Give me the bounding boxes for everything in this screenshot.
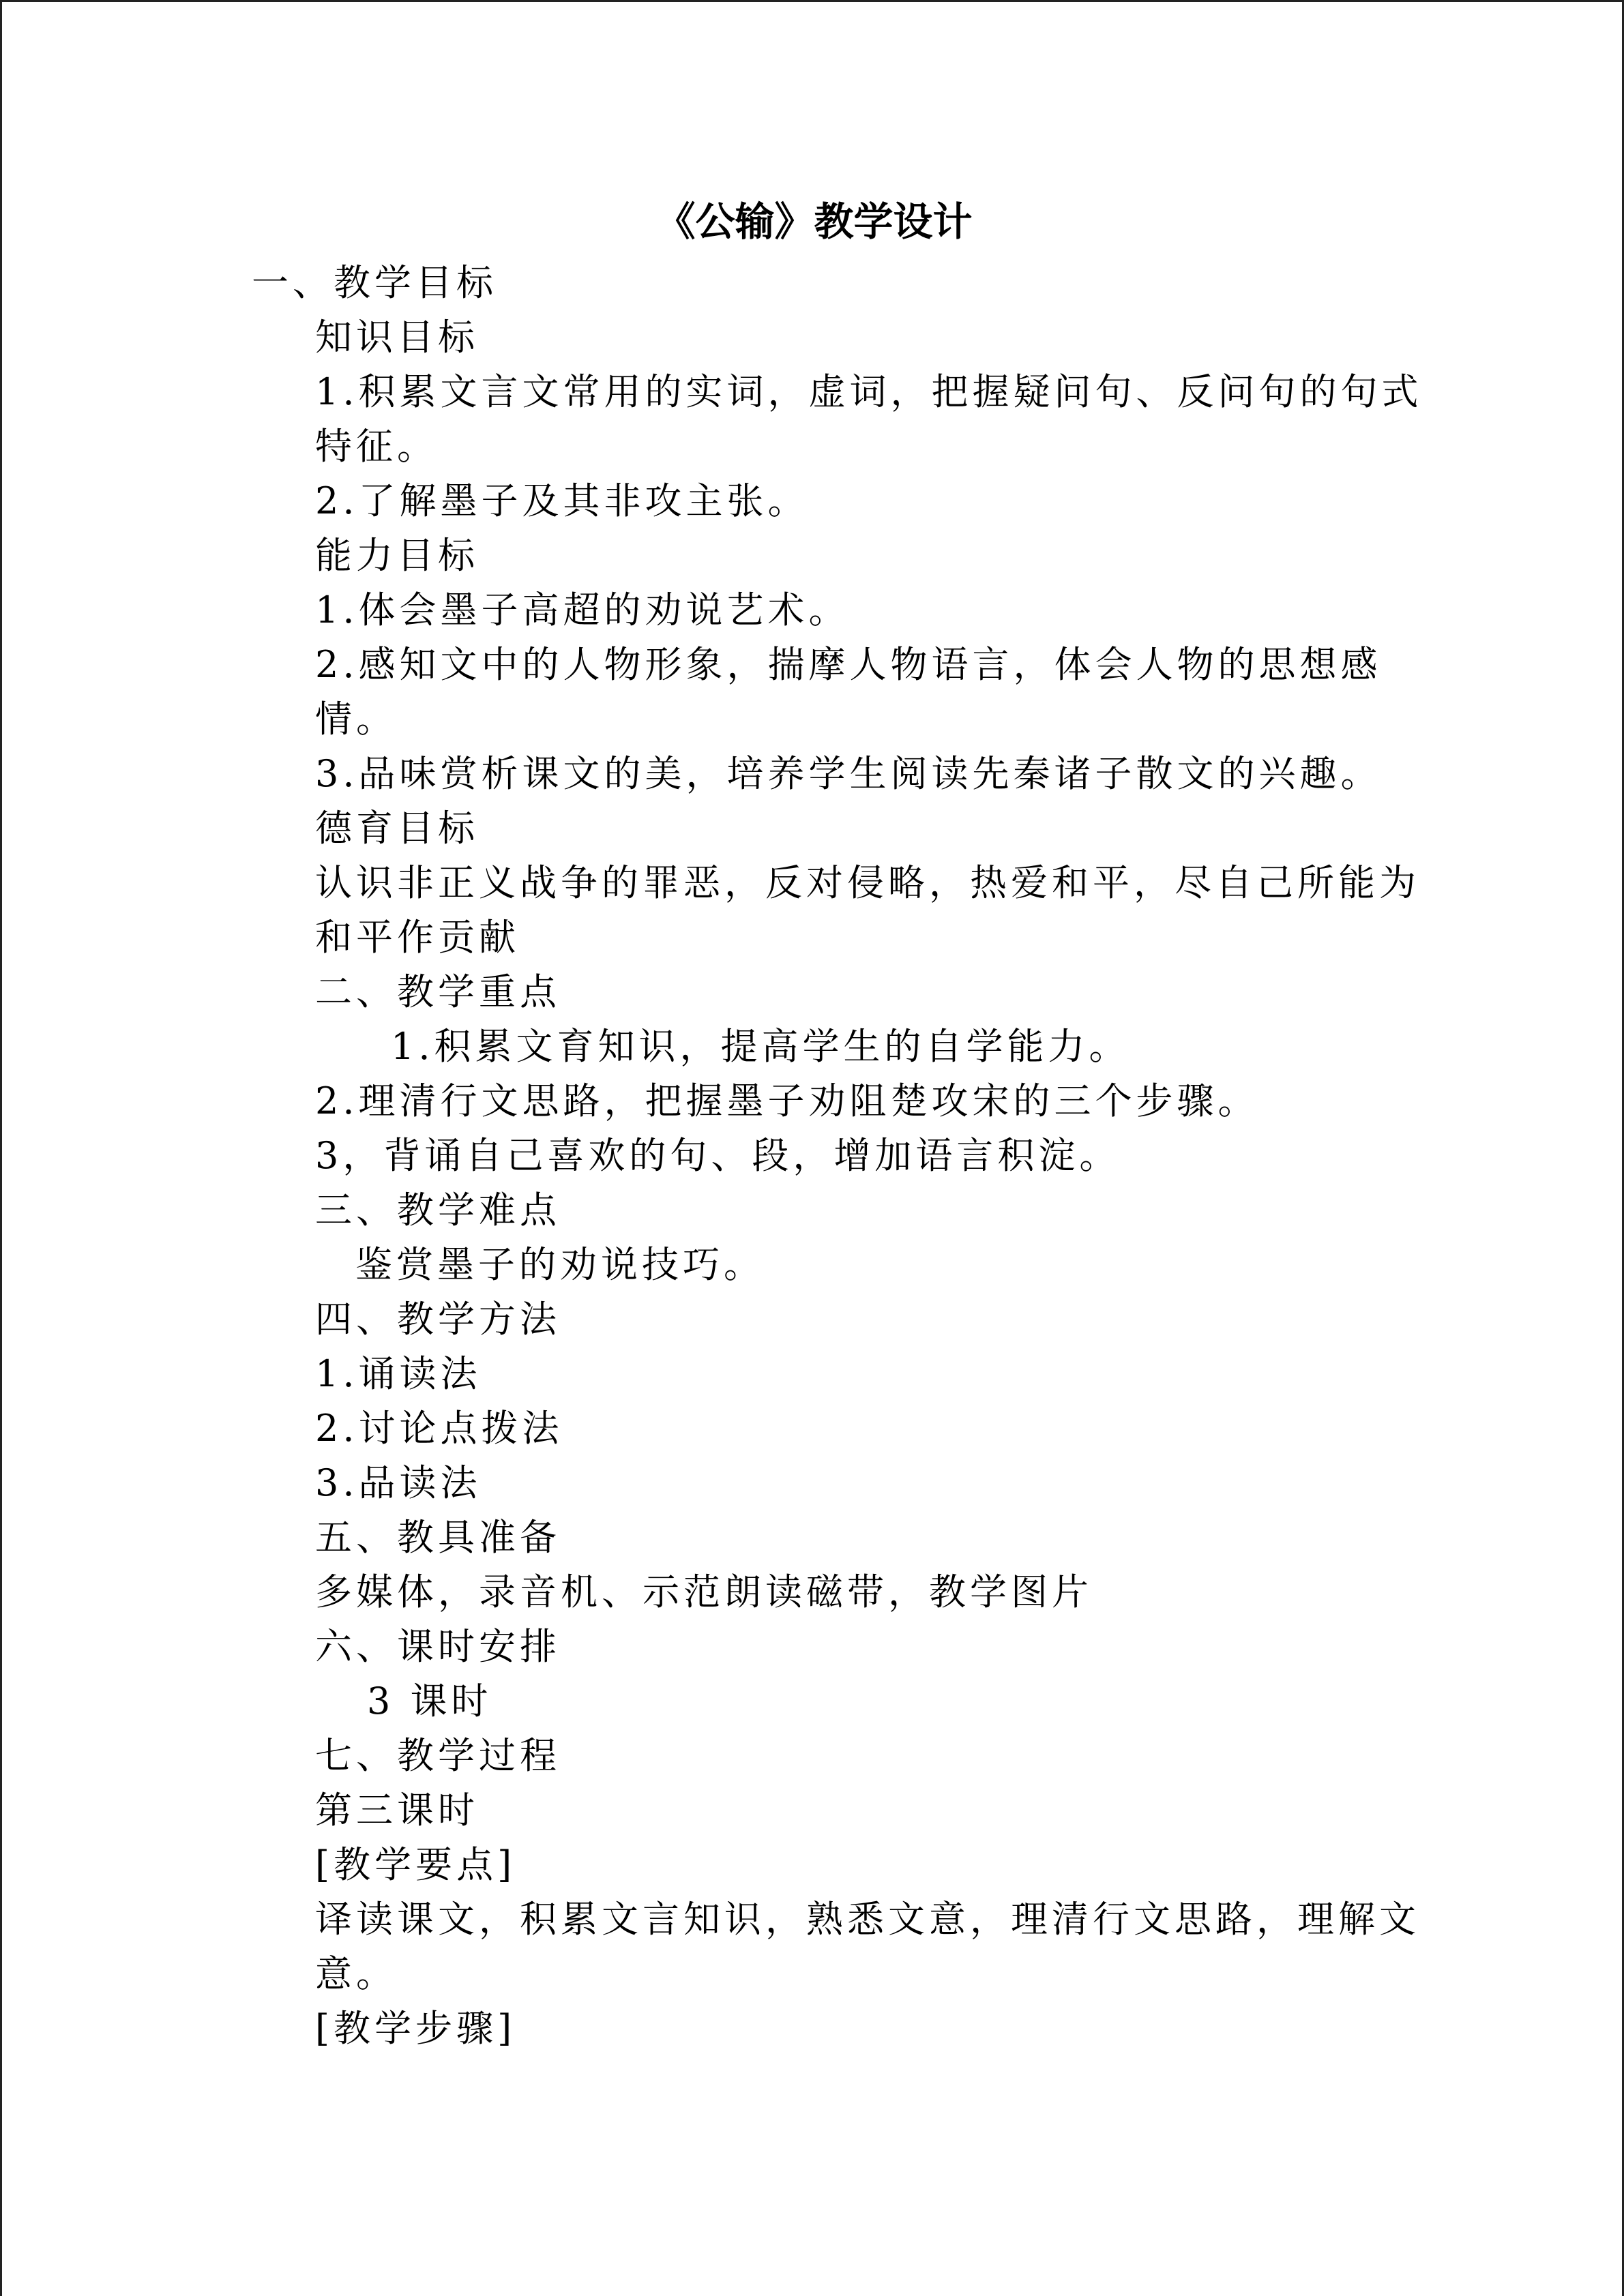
section-heading-key-points: 二、教学重点: [315, 970, 561, 1013]
paragraph-line: 1.体会墨子高超的劝说艺术。: [315, 588, 850, 631]
section-heading-methods: 四、教学方法: [315, 1298, 561, 1341]
paragraph-line: [教学要点]: [315, 1843, 516, 1886]
paragraph-line: 第三课时: [315, 1789, 479, 1832]
section-heading-process: 七、教学过程: [315, 1734, 561, 1777]
paragraph-line: 1.积累文言文常用的实词，虚词，把握疑问句、反问句的句式: [315, 370, 1423, 413]
paragraph-line: 多媒体，录音机、示范朗读磁带，教学图片: [315, 1570, 1093, 1613]
section-heading-difficulties: 三、教学难点: [315, 1189, 561, 1232]
document-title: 《公输》教学设计: [655, 198, 973, 245]
subheading-moral: 德育目标: [315, 807, 479, 850]
section-heading-objectives: 一、教学目标: [252, 261, 497, 304]
paragraph-line: 和平作贡献: [315, 916, 520, 959]
paragraph-line: 3 课时: [367, 1680, 492, 1723]
paragraph-line: 3.品味赏析课文的美，培养学生阅读先秦诸子散文的兴趣。: [315, 752, 1382, 795]
paragraph-line: 2.了解墨子及其非攻主张。: [315, 479, 809, 522]
subheading-ability: 能力目标: [315, 534, 479, 577]
paragraph-line: [教学步骤]: [315, 2007, 516, 2050]
paragraph-line: 2.感知文中的人物形象，揣摩人物语言，体会人物的思想感: [315, 643, 1382, 686]
paragraph-line: 3.品读法: [315, 1461, 482, 1504]
paragraph-line: 译读课文，积累文言知识，熟悉文意，理清行文思路，理解文: [315, 1898, 1420, 1941]
section-heading-schedule: 六、课时安排: [315, 1625, 561, 1668]
paragraph-line: 2.理清行文思路，把握墨子劝阻楚攻宋的三个步骤。: [315, 1079, 1259, 1122]
paragraph-line: 认识非正义战争的罪恶，反对侵略，热爱和平，尽自己所能为: [315, 861, 1420, 904]
subheading-knowledge: 知识目标: [315, 316, 479, 359]
paragraph-line: 意。: [315, 1952, 397, 1995]
paragraph-line: 鉴赏墨子的劝说技巧。: [355, 1243, 765, 1286]
paragraph-line: 特征。: [315, 425, 438, 468]
paragraph-line: 2.讨论点拨法: [315, 1407, 563, 1450]
paragraph-line: 1.诵读法: [315, 1352, 482, 1395]
paragraph-line: 1.积累文育知识，提高学生的自学能力。: [391, 1025, 1130, 1068]
section-heading-materials: 五、教具准备: [315, 1516, 561, 1559]
paragraph-line: 情。: [315, 698, 397, 741]
paragraph-line: 3，背诵自己喜欢的句、段，增加语言积淀。: [315, 1134, 1121, 1177]
